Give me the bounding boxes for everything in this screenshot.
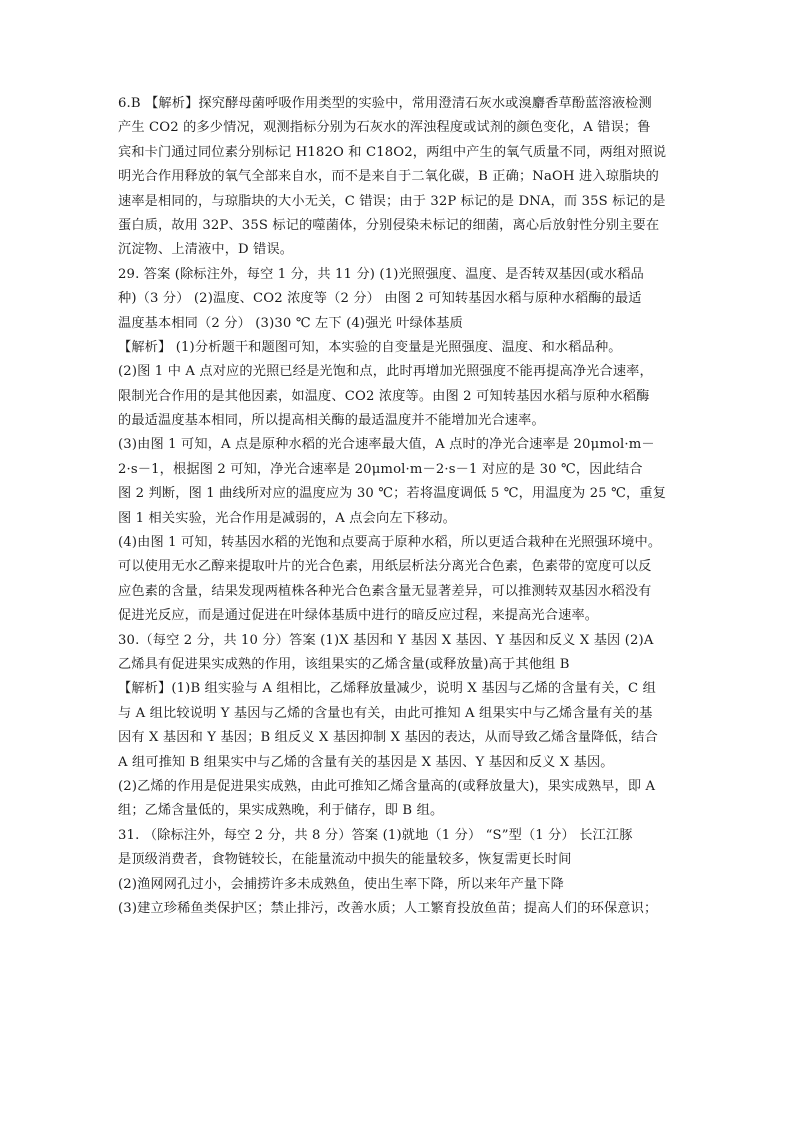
text-line: 促进光反应，而是通过促进在叶绿体基质中进行的暗反应过程，来提高光合速率。 <box>118 608 599 624</box>
text-line: 与 A 组比较说明 Y 基因与乙烯的含量也有关，由此可推知 A 组果实中与乙烯含量有关的基 <box>118 705 653 721</box>
text-line: 图 2 判断，图 1 曲线所对应的温度应为 30 ℃；若将温度调低 5 ℃，用温度为 25 ℃，重复 <box>118 486 667 502</box>
text-line: 乙烯具有促进果实成熟的作用，该组果实的乙烯含量(或释放量)高于其他组 B <box>118 656 570 672</box>
text-line: 宾和卡门通过同位素分别标记 H182O 和 C18O2，两组中产生的氧气质量不同，两组对照说 <box>118 144 667 160</box>
text-line: 的最适温度基本相同，所以提高相关酶的最适温度并不能增加光合速率。 <box>118 413 545 429</box>
text-line: 是顶级消费者，食物链较长，在能量流动中损失的能量较多，恢复需更长时间 <box>118 852 572 868</box>
text-line: 产生 CO2 的多少情况，观测指标分别为石灰水的浑浊程度或试剂的颜色变化，A 错误；鲁 <box>118 120 651 136</box>
text-line: 因有 X 基因和 Y 基因；B 组反义 X 基因抑制 X 基因的表达，从而导致乙烯含量降低，结合 <box>118 730 658 746</box>
text-line: 种)（3 分） (2)温度、CO2 浓度等（2 分） 由图 2 可知转基因水稻与原种水稻酶的最适 <box>118 291 642 307</box>
text-line: 可以使用无水乙醇来提取叶片的光合色素，用纸层析法分离光合色素，色素带的宽度可以反 <box>118 559 652 575</box>
text-line: 速率是相同的，与琼脂块的大小无关，C 错误；由于 32P 标记的是 DNA，而 35S 标记的是 <box>118 193 666 209</box>
text-line: 限制光合作用的是其他因素，如温度、CO2 浓度等。由图 2 可知转基因水稻与原种水稻酶 <box>118 388 650 404</box>
text-line: (4)由图 1 可知，转基因水稻的光饱和点要高于原种水稻，所以更适合栽种在光照强环境中。 <box>118 535 662 551</box>
text-line: (3)由图 1 可知，A 点是原种水稻的光合速率最大值，A 点时的净光合速率是 20μmol·m－ <box>118 437 655 453</box>
text-line: 温度基本相同（2 分） (3)30 ℃ 左下 (4)强光 叶绿体基质 <box>118 315 463 331</box>
text-line: 【解析】(1)B 组实验与 A 组相比，乙烯释放量减少，说明 X 基因与乙烯的含量有关，C 组 <box>118 681 656 697</box>
text-line: 30.（每空 2 分，共 10 分）答案 (1)X 基因和 Y 基因 X 基因、Y 基因和反义 X 基因 (2)A <box>118 632 654 648</box>
text-line: A 组可推知 B 组果实中与乙烯的含量有关的基因是 X 基因、Y 基因和反义 X 基因。 <box>118 754 614 770</box>
text-line: (2)乙烯的作用是促进果实成熟，由此可推知乙烯含量高的(或释放量大)，果实成熟早，即 A <box>118 778 656 794</box>
text-line: 31. （除标注外，每空 2 分，共 8 分）答案 (1)就地（1 分） “S”型（1 分） 长江江豚 <box>118 827 633 843</box>
text-line: 2·s－1，根据图 2 可知，净光合速率是 20μmol·m－2·s－1 对应的是 30 ℃，因此结合 <box>118 461 643 477</box>
answer-text <box>118 92 678 921</box>
text-line: 【解析】 (1)分析题干和题图可知，本实验的自变量是光照强度、温度、和水稻品种。 <box>118 339 622 355</box>
text-line: 明光合作用释放的氧气全部来自水，而不是来自于二氧化碳，B 正确；NaOH 进入琼脂块的 <box>118 169 659 185</box>
text-line: 应色素的含量，结果发现两植株各种光合色素含量无显著差异，可以推测转双基因水稻没有 <box>118 583 652 599</box>
text-line: 蛋白质，故用 32P、35S 标记的噬菌体，分别侵染未标记的细菌，离心后放射性分别主要在 <box>118 217 660 233</box>
text-line: (2)图 1 中 A 点对应的光照已经是光饱和点，此时再增加光照强度不能再提高净光合速率， <box>118 364 653 380</box>
text-line: 29. 答案 (除标注外，每空 1 分，共 11 分) (1)光照强度、温度、是否转双基因(或水稻品 <box>118 266 644 282</box>
text-line: (3)建立珍稀鱼类保护区；禁止排污，改善水质；人工繁育投放鱼苗；提高人们的环保意识； <box>118 900 658 916</box>
text-line: (2)渔网网孔过小，会捕捞许多未成熟鱼，使出生率下降，所以来年产量下降 <box>118 876 564 892</box>
text-line: 组；乙烯含量低的，果实成熟晚，利于储存，即 B 组。 <box>118 803 444 819</box>
text-line: 沉淀物、上清液中，D 错误。 <box>118 242 294 258</box>
text-line: 6.B 【解析】探究酵母菌呼吸作用类型的实验中，常用澄清石灰水或溴麝香草酚蓝溶液检测 <box>118 96 652 111</box>
text-line: 图 1 相关实验，光合作用是减弱的，A 点会向左下移动。 <box>118 510 456 526</box>
